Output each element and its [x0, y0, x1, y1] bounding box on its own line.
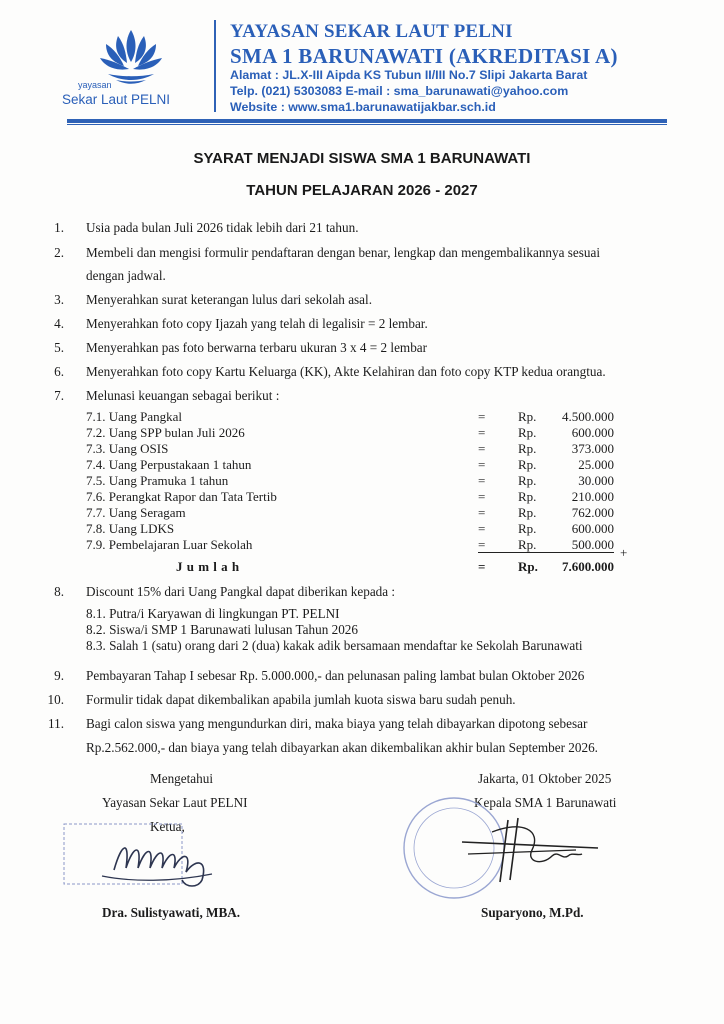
letterhead: [230, 20, 618, 115]
chairman-label: Ketua,: [150, 819, 185, 834]
item-text: Usia pada bulan Juli 2026 tidak lebih dari 21 tahun.: [86, 220, 359, 235]
fee-label: 7.7. Uang Seragam: [86, 505, 186, 520]
foundation-sign-label: Yayasan Sekar Laut PELNI: [102, 795, 248, 810]
item-text: Pembayaran Tahap I sebesar Rp. 5.000.000,- dan pelunasan paling lambat bulan Oktober 2026: [86, 668, 585, 683]
item-text: Melunasi keuangan sebagai berikut :: [86, 388, 280, 403]
total-equals: =: [478, 559, 486, 574]
place-date: Jakarta, 01 Oktober 2025: [478, 771, 612, 786]
sum-plus-sign: +: [620, 545, 628, 560]
principal-name: Suparyono, M.Pd.: [481, 905, 584, 920]
item-number: 1.: [54, 220, 64, 235]
fee-label: 7.6. Perangkat Rapor dan Tata Tertib: [86, 489, 277, 504]
letterhead-divider: [214, 20, 216, 112]
fee-currency: Rp.: [518, 505, 537, 520]
fee-value: 762.000: [571, 505, 614, 520]
item-number: 2.: [54, 245, 64, 260]
acknowledged-label: Mengetahui: [150, 771, 213, 786]
item-text: Formulir tidak dapat dikembalikan apabila jumlah kuota siswa baru sudah penuh.: [86, 692, 516, 707]
fee-equals: =: [478, 441, 486, 456]
logo-big-text: Sekar Laut PELNI: [62, 92, 171, 107]
fee-equals: =: [478, 489, 486, 504]
fee-equals: =: [478, 521, 486, 536]
fee-row: [86, 441, 616, 457]
principal-label: Kepala SMA 1 Barunawati: [474, 795, 617, 810]
sum-rule: [478, 552, 614, 553]
item-number: 3.: [54, 292, 64, 307]
fee-row: [86, 409, 616, 425]
fee-label: 7.1. Uang Pangkal: [86, 409, 183, 424]
fee-row: [86, 489, 616, 505]
item-text: Membeli dan mengisi formulir pendaftaran dengan benar, lengkap dan mengembalikannya sesuai: [86, 245, 600, 260]
fee-currency: Rp.: [518, 441, 537, 456]
sub-item-text: 8.1. Putra/i Karyawan di lingkungan PT. PELNI: [86, 606, 340, 621]
foundation-stamp-signature-icon: [62, 822, 242, 902]
fee-currency: Rp.: [518, 473, 537, 488]
fee-value: 30.000: [578, 473, 614, 488]
letterhead-rule-thick: [67, 119, 667, 123]
item-text-continued: dengan jadwal.: [86, 268, 166, 283]
fee-currency: Rp.: [518, 457, 537, 472]
foundation-name: YAYASAN SEKAR LAUT PELNI: [230, 21, 513, 42]
fee-value: 25.000: [578, 457, 614, 472]
item-text: Menyerahkan foto copy Kartu Keluarga (KK), Akte Kelahiran dan foto copy KTP kedua orangtua.: [86, 364, 606, 379]
school-address: Alamat : JL.X-III Aipda KS Tubun II/III No.7 Slipi Jakarta Barat: [230, 68, 588, 82]
logo-small-text: yayasan: [78, 80, 112, 90]
item-number: 9.: [54, 668, 64, 683]
fee-currency: Rp.: [518, 489, 537, 504]
item-number: 7.: [54, 388, 64, 403]
item-number: 6.: [54, 364, 64, 379]
chairman-name: Dra. Sulistyawati, MBA.: [102, 905, 241, 920]
item-number: 4.: [54, 316, 64, 331]
fee-value: 373.000: [571, 441, 614, 456]
item-text: Menyerahkan surat keterangan lulus dari sekolah asal.: [86, 292, 372, 307]
fee-equals: =: [478, 473, 486, 488]
fee-currency: Rp.: [518, 409, 537, 424]
fee-equals: =: [478, 457, 486, 472]
school-website: Website : www.sma1.barunawatijakbar.sch.id: [230, 99, 496, 114]
fee-row: [86, 537, 616, 553]
fee-total-row: [86, 559, 616, 575]
letterhead-rule-thin: [67, 124, 667, 125]
fee-value: 500.000: [571, 537, 614, 552]
item-text: Menyerahkan pas foto berwarna terbaru ukuran 3 x 4 = 2 lembar: [86, 340, 428, 355]
fee-label: 7.5. Uang Pramuka 1 tahun: [86, 473, 229, 488]
document-subtitle: TAHUN PELAJARAN 2026 - 2027: [246, 182, 478, 199]
fee-currency: Rp.: [518, 537, 537, 552]
fee-label: 7.8. Uang LDKS: [86, 521, 175, 536]
fee-row: [86, 473, 616, 489]
fee-label: 7.3. Uang OSIS: [86, 441, 169, 456]
item-number: 10.: [47, 692, 64, 707]
fee-label: 7.9. Pembelajaran Luar Sekolah: [86, 537, 253, 552]
school-phone-email: Telp. (021) 5303083 E-mail : sma_barunawati@yahoo.com: [230, 83, 569, 98]
fee-label: 7.4. Uang Perpustakaan 1 tahun: [86, 457, 252, 472]
fee-equals: =: [478, 425, 486, 440]
fee-equals: =: [478, 505, 486, 520]
sub-item-text: 8.3. Salah 1 (satu) orang dari 2 (dua) kakak adik bersamaan mendaftar ke Sekolah Barunawati: [86, 638, 583, 653]
fee-currency: Rp.: [518, 425, 537, 440]
fee-value: 4.500.000: [562, 409, 614, 424]
fee-value: 210.000: [571, 489, 614, 504]
fee-equals: =: [478, 409, 486, 424]
fee-value: 600.000: [571, 425, 614, 440]
fee-currency: Rp.: [518, 521, 537, 536]
item-text: Menyerahkan foto copy Ijazah yang telah di legalisir = 2 lembar.: [86, 316, 428, 331]
school-stamp-signature-icon: [392, 790, 612, 906]
item-text: Discount 15% dari Uang Pangkal dapat diberikan kepada :: [86, 584, 396, 599]
item-number: 11.: [48, 716, 64, 731]
fee-label: 7.2. Uang SPP bulan Juli 2026: [86, 425, 245, 440]
document-title: SYARAT MENJADI SISWA SMA 1 BARUNAWATI: [193, 150, 531, 167]
fee-value: 600.000: [571, 521, 614, 536]
fee-row: [86, 425, 616, 441]
fee-row: [86, 505, 616, 521]
total-value: 7.600.000: [562, 559, 614, 574]
item-number: 8.: [54, 584, 64, 599]
fee-row: [86, 457, 616, 473]
school-name: SMA 1 BARUNAWATI (AKREDITASI A): [230, 44, 618, 68]
total-currency: Rp.: [518, 559, 538, 574]
item-number: 5.: [54, 340, 64, 355]
sekar-laut-pelni-logo-icon: [56, 22, 206, 114]
sub-item-text: 8.2. Siswa/i SMP 1 Barunawati lulusan Tahun 2026: [86, 622, 358, 637]
item-text: Bagi calon siswa yang mengundurkan diri, maka biaya yang telah dibayarkan dipotong sebesar: [86, 716, 588, 731]
fee-row: [86, 521, 616, 537]
total-label: J u m l a h: [176, 559, 240, 574]
item-text-continued: Rp.2.562.000,- dan biaya yang telah dibayarkan akan dikembalikan akhir bulan September 2026.: [86, 740, 598, 755]
fee-equals: =: [478, 537, 486, 552]
